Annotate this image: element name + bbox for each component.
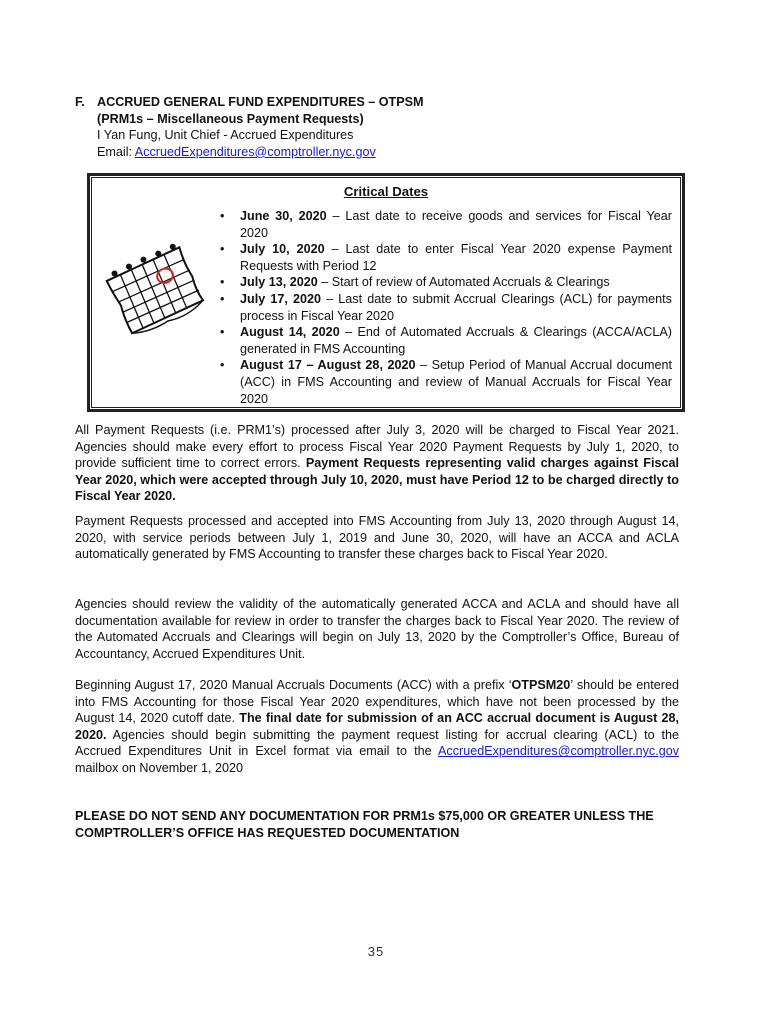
critical-dates-box bbox=[87, 173, 685, 412]
section-header bbox=[75, 94, 695, 160]
list-item: • June 30, 2020 – Last date to receive goods and services for Fiscal Year 2020 bbox=[220, 209, 672, 240]
bullet-icon: • bbox=[220, 325, 225, 340]
critical-dates-list bbox=[210, 208, 672, 407]
paragraph-charges: All Payment Requests (i.e. PRM1’s) processed after July 3, 2020 will be charged to Fiscal Year 2021. Agencies should make every effort to process Fiscal Year 2020 Payment Requests by July 1, 2020, to provide sufficient time to correct errors. Payment Requests representing valid charges against Fiscal Year 2020, which were accepted through July 10, 2020, must have Period 12 to be charged directly to Fiscal Year 2020. bbox=[75, 423, 679, 504]
bullet-icon: • bbox=[220, 242, 225, 257]
list-item: • July 13, 2020 – Start of review of Automated Accruals & Clearings bbox=[220, 275, 610, 290]
prefix-code: OTPSM20 bbox=[511, 678, 571, 692]
calendar-icon bbox=[94, 236, 212, 336]
contact-email-line bbox=[75, 144, 695, 161]
bullet-icon: • bbox=[220, 209, 225, 223]
period-12-notice: Payment Requests representing valid charges against Fiscal Year 2020, which were accepted through July 10, 2020, must have Period 12 to be charged directly to Fiscal Year 2020. bbox=[75, 456, 679, 504]
page-number: 35 bbox=[367, 944, 385, 959]
mailbox-email-link[interactable]: AccruedExpenditures@comptroller.nyc.gov bbox=[438, 744, 679, 759]
paragraph-acca-acla: Payment Requests processed and accepted into FMS Accounting from July 13, 2020 through August 14, 2020, with service periods between July 1, 2019 and June 30, 2020, will have an ACCA and ACLA automatically generated by FMS Accounting to transfer these charges back to Fiscal Year 2020. bbox=[75, 514, 679, 562]
bullet-icon: • bbox=[220, 275, 225, 290]
section-subtitle: (PRM1s – Miscellaneous Payment Requests) bbox=[97, 111, 364, 126]
list-item: • July 17, 2020 – Last date to submit Accrual Clearings (ACL) for payments process in Fiscal Year 2020 bbox=[220, 291, 672, 323]
list-item: • August 17 – August 28, 2020 – Setup Period of Manual Accrual document (ACC) in FMS Accounting and review of Manual Accruals for Fiscal Year 2020 bbox=[220, 358, 672, 406]
critical-dates-title: Critical Dates bbox=[343, 184, 429, 199]
list-item: • July 10, 2020 – Last date to enter Fiscal Year 2020 expense Payment Requests with Period 12 bbox=[220, 242, 672, 273]
paragraph-manual-accruals: Beginning August 17, 2020 Manual Accruals Documents (ACC) with a prefix ‘OTPSM20’ should be entered into FMS Accounting for those Fiscal Year 2020 expenditures, which have not been processed by the August 14, 2020 cutoff date. The final date for submission of an ACC accrual document is August 28, 2020. Agencies should begin submitting the payment request listing for accrual clearing (ACL) to the Accrued Expenditures Unit in Excel format via email to the AccruedExpenditures@comptroller.nyc.gov mailbox on November 1, 2020 bbox=[75, 678, 679, 775]
contact-name: I Yan Fung, Unit Chief - Accrued Expenditures bbox=[97, 128, 354, 143]
email-link[interactable]: AccruedExpenditures@comptroller.nyc.gov bbox=[134, 144, 376, 159]
email-label: Email: bbox=[97, 144, 135, 159]
paragraph-review: Agencies should review the validity of the automatically generated ACCA and ACLA and should have all documentation available for review in order to transfer the charges back to Fiscal Year 2020. The review of the Automated Accruals and Clearings will begin on July 13, 2020 by the Comptroller’s Office, Bureau of Accountancy, Accrued Expenditures Unit. bbox=[75, 597, 679, 661]
section-letter: F. bbox=[75, 95, 85, 109]
final-date-notice: The final date for submission of an ACC accrual document is August 28, 2020. bbox=[75, 711, 679, 742]
documentation-warning: PLEASE DO NOT SEND ANY DOCUMENTATION FOR PRM1s $75,000 OR GREATER UNLESS THE COMPTROLLER’S OFFICE HAS REQUESTED DOCUMENTATION bbox=[75, 809, 654, 840]
list-item: • August 14, 2020 – End of Automated Accruals & Clearings (ACCA/ACLA) generated in FMS Accounting bbox=[220, 325, 672, 356]
bullet-icon: • bbox=[220, 358, 225, 373]
section-title: ACCRUED GENERAL FUND EXPENDITURES – OTPSM bbox=[97, 95, 424, 109]
section-title-line bbox=[75, 94, 695, 111]
bullet-icon: • bbox=[220, 291, 225, 306]
